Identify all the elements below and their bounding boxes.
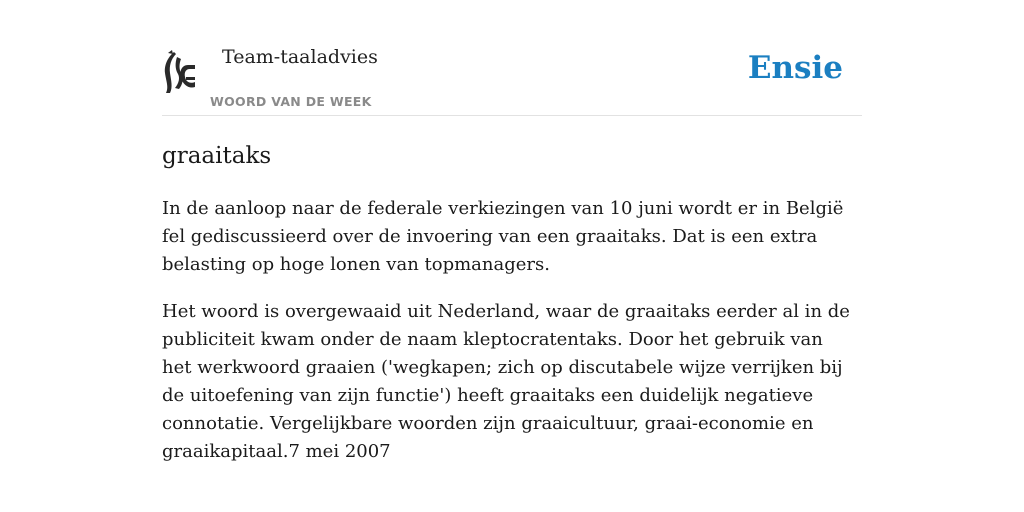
flemish-lion-logo-icon [162, 49, 198, 95]
article-paragraph: In de aanloop naar de federale verkiezingen van 10 juni wordt er in België fel gediscussieerd over de invoering van een graaitaks. Dat is een extra belasting op hoge lonen van topmanagers. [162, 198, 844, 275]
author-name[interactable]: Team-taaladvies [222, 46, 378, 68]
brand-logo-text[interactable]: Ensie [747, 50, 843, 86]
section-label: WOORD VAN DE WEEK [210, 94, 372, 109]
card-header [162, 44, 862, 116]
word-of-the-week-card [162, 44, 862, 466]
article-title: graaitaks [162, 143, 272, 169]
article-paragraph: Het woord is overgewaaid uit Nederland, waar de graaitaks eerder al in de publiciteit kwam onder de naam kleptocratentaks. Door het gebruik van het werkwoord graaien ('wegkapen; zich op discutabele wijze verrijken bij de uitoefening van zijn functie') heeft graaitaks een duidelijk negatieve connotatie. Vergelijkbare woorden zijn graaicultuur, graai-economie en graaikapitaal.7 mei 2007 [162, 301, 850, 462]
